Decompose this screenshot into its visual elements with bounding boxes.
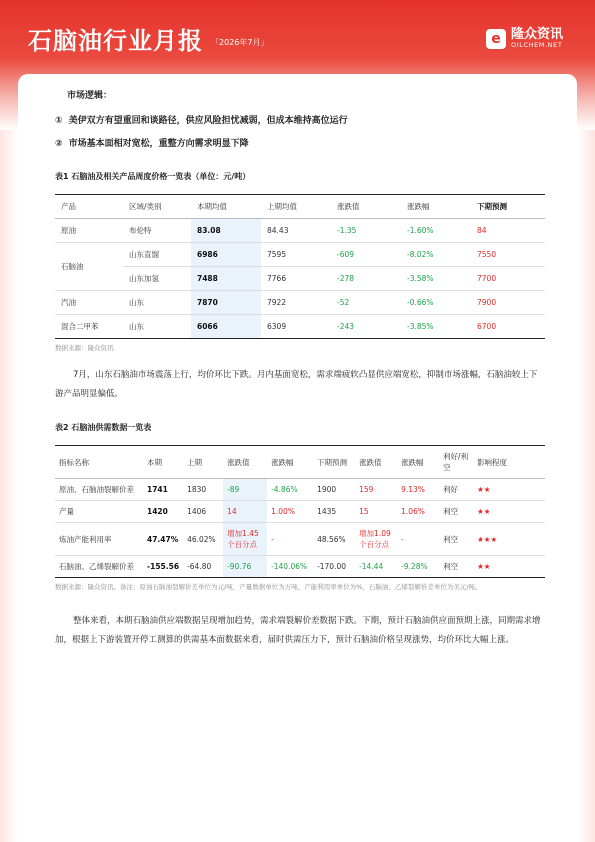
th-cur: 本期 <box>147 457 162 467</box>
table-row <box>55 479 545 501</box>
th-impact: 利好/利空 <box>443 452 469 472</box>
cell-fpct: 9.13% <box>401 485 425 494</box>
table-row <box>55 267 545 291</box>
cell-fpct: - <box>401 534 404 544</box>
cell-prev: -64.80 <box>187 562 212 571</box>
th-chg: 涨跌值 <box>227 457 250 467</box>
cell-prev: 1406 <box>187 507 207 516</box>
th-name: 指标名称 <box>59 457 89 467</box>
cell-name: 原油、石脑油裂解价差 <box>59 485 134 494</box>
bullet-num: ① <box>55 116 63 126</box>
cell-fcst: 1435 <box>317 507 337 516</box>
cell-fcst: 84 <box>477 226 487 235</box>
cell-chg: -609 <box>337 250 355 259</box>
cell-pct: -8.02% <box>407 250 434 259</box>
logo-en: OILCHEM.NET <box>510 41 563 49</box>
cell-prev: 1830 <box>187 485 207 494</box>
oilchem-logo <box>486 28 563 49</box>
cell-product: 原油 <box>61 226 76 235</box>
table-row <box>55 291 545 315</box>
cell-cur: 83.08 <box>191 219 261 243</box>
th-fpct: 涨跌幅 <box>401 457 424 467</box>
cell-name: 产量 <box>59 507 74 516</box>
cell-cur: 1741 <box>147 485 168 494</box>
cell-impact: 利空 <box>443 534 459 544</box>
cell-pct: -3.58% <box>407 274 434 283</box>
left-fade <box>0 130 18 842</box>
cell-fcst: 6700 <box>477 322 497 331</box>
th-level: 影响程度 <box>477 457 508 467</box>
paragraph-2: 整体来看，本期石脑油供应端数据呈现增加趋势，需求端裂解价差数据下跌。下期，预计石脑油供应面预期上涨，同期需求增加，根据上下游装置开停工测算的供需基本面数据来看，届时供需压力下，预计石脑油价格呈现涨势，均价环比大幅上涨。 <box>55 616 541 645</box>
cell-pct: - <box>271 534 274 544</box>
cell-level: ★★ <box>477 507 491 516</box>
cell-prev: 7922 <box>267 298 287 307</box>
table-row <box>55 523 545 556</box>
cell-region: 山东加氢 <box>129 274 159 283</box>
cell-chg: 14 <box>223 501 267 523</box>
cell-product: 汽油 <box>61 298 76 307</box>
cell-cur: -155.56 <box>147 562 180 571</box>
bullet-num: ② <box>55 139 63 149</box>
logic-title: 市场逻辑： <box>67 91 113 101</box>
cell-level: ★★ <box>477 562 491 571</box>
cell-chg: 增加1.45个百分点 <box>223 523 267 556</box>
cell-name: 石脑油、乙烯裂解价差 <box>59 562 134 571</box>
cell-prev: 84.43 <box>267 226 289 235</box>
cell-fpct: -9.28% <box>401 562 428 571</box>
table2-title: 表2 石脑油供需数据一览表 <box>55 423 152 432</box>
cell-fpct: 1.06% <box>401 507 425 516</box>
table-header-row <box>55 446 545 479</box>
cell-fcst: 7550 <box>477 250 497 259</box>
table-row <box>55 556 545 578</box>
report-content <box>55 88 545 650</box>
cell-cur: 6986 <box>191 243 261 267</box>
logic-bullet <box>55 136 545 149</box>
cell-cur: 1420 <box>147 507 168 516</box>
cell-chg: -89 <box>223 479 267 501</box>
cell-fchg: 159 <box>359 485 374 494</box>
cell-pct: 1.00% <box>271 507 295 516</box>
logo-icon: e <box>486 29 506 49</box>
th-prev: 上期 <box>187 457 203 467</box>
table-row <box>55 501 545 523</box>
cell-chg: -278 <box>337 274 355 283</box>
cell-level: ★★ <box>477 485 491 494</box>
cell-fchg: 增加1.09个百分点 <box>359 529 391 549</box>
cell-prev: 7766 <box>267 274 287 283</box>
th-fchg: 涨跌值 <box>359 457 382 467</box>
cell-fcst: 7700 <box>477 274 497 283</box>
cell-chg: -1.35 <box>337 226 357 235</box>
cell-level: ★★★ <box>477 534 498 544</box>
table1-title: 表1 石脑油及相关产品周度价格一览表（单位：元/吨） <box>55 172 251 181</box>
th-region: 区域/类别 <box>129 202 162 211</box>
cell-fcst: 7900 <box>477 298 497 307</box>
cell-fchg: 15 <box>359 507 369 516</box>
table2-source: 数据来源：隆众资讯。备注：原油石脑油裂解价差单位为元/吨，产量数据单位为万吨，产能利用率单位为%，石脑油、乙烯裂解价差单位为美元/吨。 <box>55 583 482 591</box>
logo-cn: 隆众资讯 <box>510 27 563 42</box>
cell-fchg: -14.44 <box>359 562 384 571</box>
table-row <box>55 219 545 243</box>
cell-region: 山东 <box>129 322 144 331</box>
cell-prev: 46.02% <box>187 534 216 544</box>
cell-region: 山东直馏 <box>129 250 159 259</box>
cell-impact: 利好 <box>443 485 459 494</box>
cell-pct: -0.66% <box>407 298 434 307</box>
cell-cur: 7488 <box>191 267 261 291</box>
cell-impact: 利空 <box>443 507 459 516</box>
cell-pct: -4.86% <box>271 485 298 494</box>
cell-product: 石脑油 <box>61 262 84 271</box>
report-period: 「2026年7月」 <box>211 37 269 47</box>
cell-region: 布伦特 <box>129 226 152 235</box>
cell-chg: -243 <box>337 322 355 331</box>
cell-chg: -90.76 <box>223 556 267 578</box>
th-fcst: 下期预测 <box>477 202 507 211</box>
supply-demand-table <box>55 445 545 578</box>
paragraph-1: 7月，山东石脑油市场震荡上行，均价环比下跌。月内基面宽松，需求端疲软凸显供应端宽松，抑制市场涨幅，石脑油较上下游产品明显偏低。 <box>55 370 538 399</box>
table-row <box>55 315 545 339</box>
th-chg: 涨跌值 <box>337 202 360 211</box>
cell-fcst: 48.56% <box>317 534 346 544</box>
bullet-text: 美伊双方有望重回和谈路径，供应风险担忧减弱，但成本维持高位运行 <box>68 116 348 126</box>
th-pct: 涨跌幅 <box>407 202 430 211</box>
cell-pct: -3.85% <box>407 322 434 331</box>
cell-impact: 利空 <box>443 562 459 571</box>
right-fade <box>577 130 595 842</box>
cell-prev: 6309 <box>267 322 287 331</box>
cell-prev: 7595 <box>267 250 287 259</box>
cell-pct: -140.06% <box>271 562 308 571</box>
cell-fcst: 1900 <box>317 485 337 494</box>
cell-product: 混合二甲苯 <box>61 322 99 331</box>
table-row <box>55 243 545 267</box>
cell-name: 炼油产能利用率 <box>59 534 112 544</box>
table1-source: 数据来源：隆众资讯 <box>55 344 114 352</box>
cell-chg: -52 <box>337 298 350 307</box>
cell-fcst: -170.00 <box>317 562 347 571</box>
th-cur: 本期均值 <box>197 202 227 211</box>
th-product: 产品 <box>61 202 76 211</box>
cell-cur: 6066 <box>191 315 261 339</box>
cell-region: 山东 <box>129 298 144 307</box>
report-title: 石脑油行业月报 <box>28 26 203 55</box>
bullet-text: 市场基本面相对宽松，重整方向需求明显下降 <box>68 139 249 149</box>
cell-cur: 47.47% <box>147 534 179 544</box>
cell-cur: 7870 <box>191 291 261 315</box>
th-pct: 涨跌幅 <box>271 457 294 467</box>
cell-pct: -1.60% <box>407 226 434 235</box>
th-prev: 上期均值 <box>267 202 297 211</box>
table-header-row <box>55 195 545 219</box>
th-fcst: 下期预测 <box>317 457 348 467</box>
logic-bullet <box>55 113 545 126</box>
price-table <box>55 194 545 339</box>
